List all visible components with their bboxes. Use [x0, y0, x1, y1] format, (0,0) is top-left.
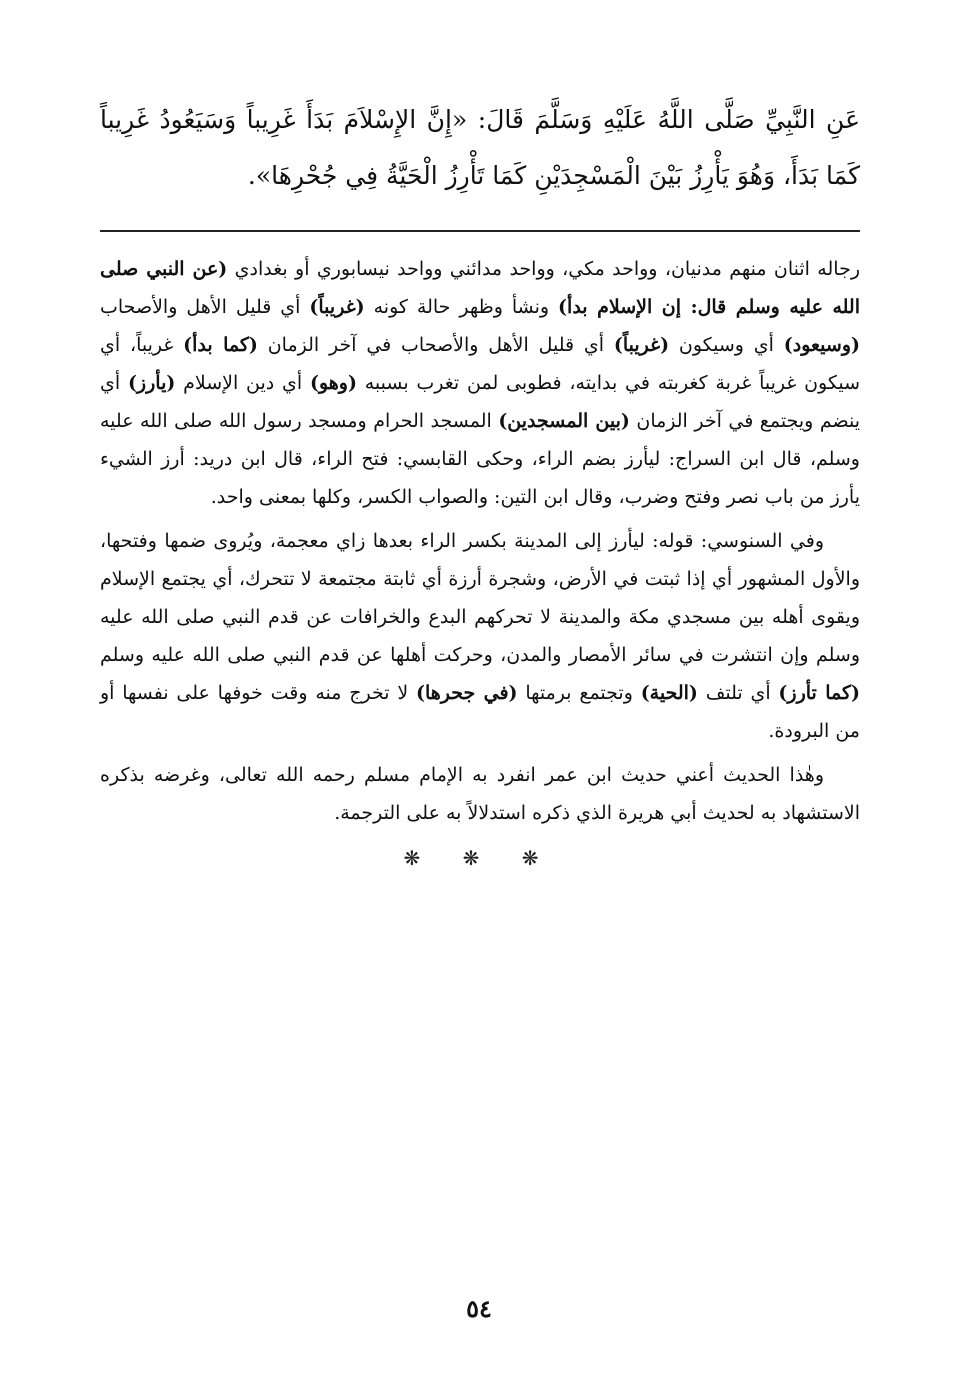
- commentary-paragraph-3: وهٰذا الحديث أعني حديث ابن عمر انفرد به الإمام مسلم رحمه الله تعالى، وغرضه بذكره الاستشهاد به لحديث أبي هريرة الذي ذكره استدلالاً به على الترجمة.: [100, 764, 860, 824]
- page-number: ٥٤: [466, 1294, 492, 1323]
- hadith-text: عَنِ النَّبِيِّ صَلَّى اللَّهُ عَلَيْهِ وَسَلَّمَ قَالَ: «إِنَّ الإِسْلاَمَ بَدَأَ غَرِيباً وَسَيَعُودُ غَرِيباً كَمَا بَدَأَ، وَهُوَ يَأْرِزُ بَيْنَ الْمَسْجِدَيْنِ كَمَا تَأْرِزُ الْحَيَّةُ فِي جُحْرِهَا».: [100, 105, 860, 190]
- commentary-paragraph-1: رجاله اثنان منهم مدنيان، وواحد مكي، وواحد مدائني وواحد نيسابوري أو بغدادي (عن النبي صلى الله عليه وسلم قال: إن الإسلام بدأ) ونشأ وظهر حالة كونه (غريباً) أي قليل الأهل والأصحاب (وسيعود) أي وسيكون (غريباً) أي قليل الأهل والأصحاب في آخر الزمان (كما بدأ) غريباً، أي سيكون غريباً غربة كغربته في بدايته، فطوبى لمن تغرب بسببه (وهو) أي دين الإسلام (يأرز) أي ينضم ويجتمع في آخر الزمان (بين المسجدين) المسجد الحرام ومسجد رسول الله صلى الله عليه وسلم، قال ابن السراج: ليأرز بضم الراء، وحكى القابسي: فتح الراء، قال ابن دريد: أرز الشيء يأرز من باب نصر وفتح وضرب، وقال ابن التين: والصواب الكسر، وكلها بمعنى واحد.: [100, 258, 861, 508]
- page-body: [100, 92, 860, 870]
- section-separator: ❋ ❋ ❋: [403, 846, 557, 870]
- commentary-paragraph-2: وفي السنوسي: قوله: ليأرز إلى المدينة بكسر الراء بعدها زاي معجمة، ويُروى ضمها وفتحها، والأول المشهور أي إذا ثبتت في الأرض، وشجرة أرزة أي ثابتة مجتمعة لا تتحرك، أي يجتمع الإسلام ويقوى أهله بين مسجدي مكة والمدينة لا تحركهم البدع والخرافات عن قدم النبي صلى الله عليه وسلم وإن انتشرت في سائر الأمصار والمدن، وحركت أهلها عن قدم النبي صلى الله عليه وسلم (كما تأرز) أي تلتف (الحية) وتجتمع برمتها (في جحرها) لا تخرج منه وقت خوفها على نفسها أو من البرودة.: [100, 530, 861, 742]
- footnote-divider: [100, 230, 860, 232]
